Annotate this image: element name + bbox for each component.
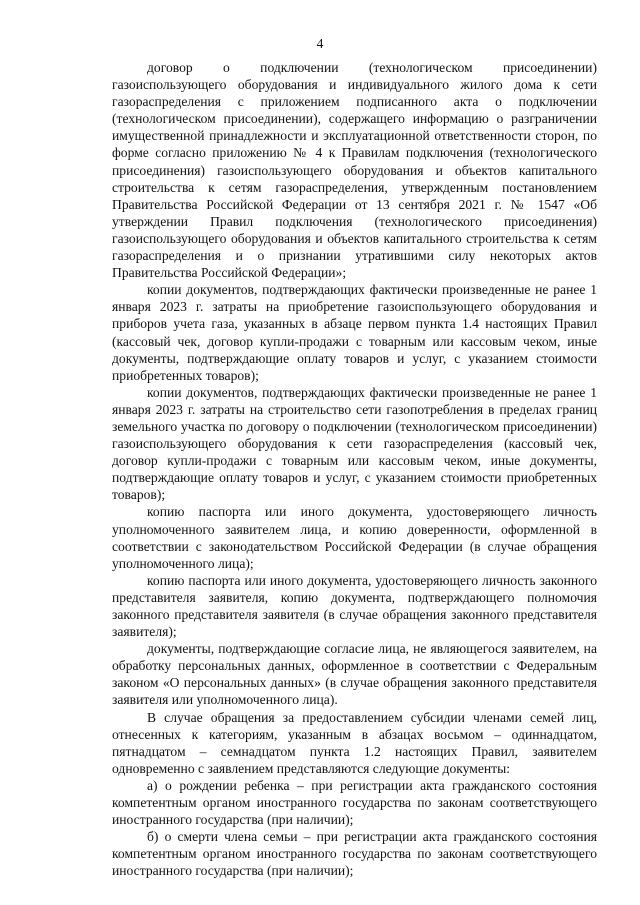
paragraph-construction-costs: копии документов, подтверждающих фактически произведенные не ранее 1 января 2023 г. затраты на строительство сети газопотребления в пределах границ земельного участка по договору о подключении (технологическом присоединении) газоиспользующего оборудования к сети газораспределения (кассовый чек, договор купли-продажи с товарным или кассовым чеком, иные документы, подтверждающие оплату товаров и услуг, с указанием стоимости приобретенных товаров); [112,384,597,503]
paragraph-contract: договор о подключении (технологическом присоединении) газоиспользующего оборудования и индивидуального жилого дома к сети газораспределения с приложением подписанного акта о подключении (технологическом присоединении), содержащего информацию о разграничении имущественной принадлежности и эксплуатационной ответственности сторон, по форме согласно приложению № 4 к Правилам подключения (технологического присоединения) газоиспользующего оборудования и объектов капитального строительства к сетям газораспределения, утвержденным постановлением Правительства Российской Федерации от 13 сентября 2021 г. № 1547 «Об утверждении Правил подключения (технологического присоединения) газоиспользующего оборудования и объектов капитального строительства к сетям газораспределения и о признании утратившими силу некоторых актов Правительства Российской Федерации»; [112,60,597,281]
paragraph-equipment-costs: копии документов, подтверждающих фактически произведенные не ранее 1 января 2023 г. затраты на приобретение газоиспользующего оборудования и приборов учета газа, указанных в абзаце первом пункта 1.4 настоящих Правил (кассовый чек, договор купли-продажи с товарным или кассовым чеком, иные документы, подтверждающие оплату товаров и услуг, с указанием стоимости приобретенных товаров); [112,282,597,383]
paragraph-personal-data-consent: документы, подтверждающие согласие лица, не являющегося заявителем, на обработку персональных данных, оформленное в соответствии с Федеральным законом «О персональных данных» (в случае обращения законного представителя заявителя или уполномоченного лица). [112,641,597,708]
document-body [112,59,597,880]
paragraph-family-members: В случае обращения за предоставлением субсидии членами семей лиц, отнесенных к категориям, указанным в абзацах восьмом – одиннадцатом, пятнадцатом – семнадцатом пункта 1.2 настоящих Правил, заявителем одновременно с заявлением представляются следующие документы: [112,709,597,776]
list-item-birth: а) о рождении ребенка – при регистрации акта гражданского состояния компетентным органом иностранного государства по законам соответствующего иностранного государства (при наличии); [112,777,597,828]
list-item-death: б) о смерти члена семьи – при регистрации акта гражданского состояния компетентным органом иностранного государства по законам соответствующего иностранного государства (при наличии); [112,829,597,879]
paragraph-authorized-person: копию паспорта или иного документа, удостоверяющего личность уполномоченного заявителем лица, и копию доверенности, оформленной в соответствии с законодательством Российской Федерации (в случае обращения уполномоченного лица); [112,504,597,571]
page-number: 4 [316,36,324,51]
paragraph-legal-representative: копию паспорта или иного документа, удостоверяющего личность законного представителя заявителя, копию документа, подтверждающего полномочия законного представителя заявителя (в случае обращения законного представителя заявителя); [112,572,597,640]
